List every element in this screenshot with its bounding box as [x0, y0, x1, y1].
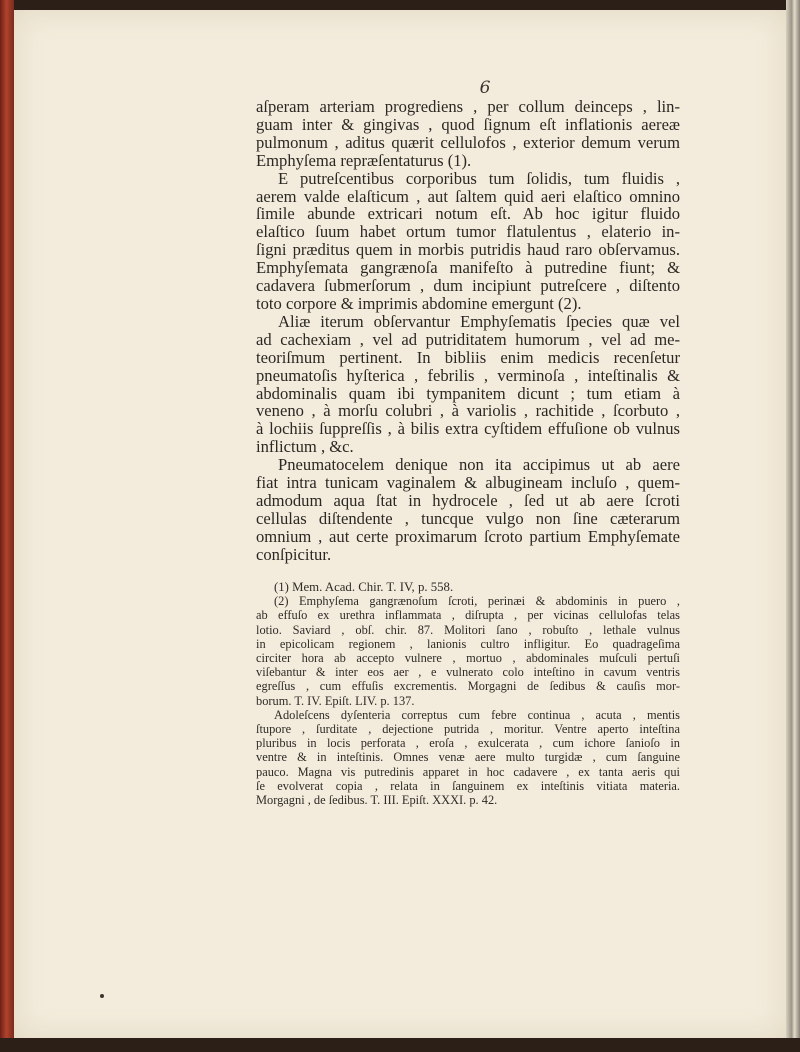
book-spine-edge — [0, 0, 14, 1052]
footnote-line: ab effuſo ex urethra inflammata , diſrupta , per vicinas cellulofas telas — [256, 608, 680, 623]
text-line: abdominalis quam ibi tympanitem dicunt ; tum etiam à — [256, 383, 680, 403]
footnote-line: borum. T. IV. Epiſt. LIV. p. 137. — [256, 693, 415, 708]
footnote-paragraph: Adoleſcens dyſenteria correptus cum febre continua , acuta , mentis — [274, 707, 680, 722]
page-stack-edge — [786, 0, 800, 1052]
text-line: inflictum , &c. — [256, 437, 354, 457]
footnotes — [256, 580, 680, 807]
text-line: pneumatoſis hyſterica , febrilis , verminoſa , inteſtinalis & — [256, 365, 680, 385]
text-line: aerem valde elaſticum , aut ſaltem quid aeri elaſtico omnino — [256, 186, 680, 206]
footnote-line: lotio. Saviard , obſ. chir. 87. Molitori ſano , robuſto , lethale vulnus — [256, 622, 680, 637]
paragraph-start: Aliæ iterum obſervantur Emphyſematis ſpecies quæ vel — [278, 311, 680, 331]
text-line: ad cachexiam , vel ad putriditatem humorum , vel ad me- — [256, 329, 680, 349]
text-line: cellulas diſtendente , tuncque vulgo non ſine cæterarum — [256, 508, 680, 528]
footnote-line: egreſſus , cum effuſis excrementis. Morgagni de ſedibus & cauſis mor- — [256, 679, 680, 694]
ink-speck — [100, 994, 104, 998]
footnote-line: Morgagni , de ſedibus. T. III. Epiſt. XXXI. p. 42. — [256, 793, 498, 808]
footnote-line: ſe evolverat copia , relata in ſanguinem ex inteſtinis vitiata materia. — [256, 778, 680, 793]
footnote-line: viſebantur & inter eos aer , e vulnerato colo inteſtino in cavum ventris — [256, 665, 680, 680]
bottom-edge — [0, 1038, 800, 1052]
main-text — [256, 98, 680, 564]
text-line: conſpicitur. — [256, 544, 332, 564]
footnote-line: pluribus in locis perforata , eroſa , exulcerata , cum ichore ſanioſo in — [256, 736, 680, 751]
text-line: admodum aqua ſtat in hydrocele , ſed ut ab aere ſcroti — [256, 490, 680, 510]
paragraph-start: E putreſcentibus corporibus tum ſolidis, tum fluidis , — [278, 168, 680, 188]
footnote-line: ſtupore , ſurditate , dejectione putrida , moritur. Ventre aperto inteſtina — [256, 722, 680, 737]
text-line: omnium , aut certe proximarum ſcroto partium Emphyſemate — [256, 526, 680, 546]
text-line: Emphyſema repræſentaturus (1). — [256, 150, 472, 170]
text-line: elaſtico ſuum habet ortum tumor flatulentus , elaterio in- — [256, 222, 680, 242]
footnote-line: ventre & in inteſtinis. Omnes venæ aere multo turgidæ , cum ſanguine — [256, 750, 680, 765]
text-line: veneno , à morſu colubri , à variolis , rachitide , ſcorbuto , — [256, 401, 680, 421]
text-line: toto corpore & imprimis abdomine emergunt (2). — [256, 293, 582, 313]
footnote-2: (2) Emphyſema gangrænoſum ſcroti, perinæi & abdominis in puero , — [274, 594, 680, 609]
footnote-1: (1) Mem. Acad. Chir. T. IV, p. 558. — [274, 580, 454, 594]
footnote-line: pauco. Magna vis putredinis apparet in hoc cadavere , ex tanta aeris qui — [256, 764, 680, 779]
text-line: cadavera ſubmerſorum , dum incipiunt putreſcere , diſtento — [256, 276, 680, 296]
top-edge — [0, 0, 800, 10]
text-line: aſperam arteriam progrediens , per collum deinceps , lin- — [256, 97, 680, 116]
footnote-line: circiter hora ab accepto vulnere , mortuo , abdominales muſculi pertuſi — [256, 651, 680, 666]
text-line: guam inter & gingivas , quod ſignum eſt inflationis aereæ — [256, 114, 680, 134]
footnote-line: in epicolicam regionem , lanionis cultro infligitur. Eo quadrageſima — [256, 636, 680, 651]
paragraph-start: Pneumatocelem denique non ita accipimus ut ab aere — [278, 455, 680, 475]
text-line: ſimile abunde extricari notum eſt. Ab hoc igitur fluido — [256, 204, 680, 224]
text-line: Emphyſemata gangrænoſa manifeſto à putredine fiunt; & — [256, 258, 680, 278]
text-line: pulmonum , aditus quærit cellulofos , exterior demum verum — [256, 132, 680, 152]
text-line: ſigni præditus quem in morbis putridis haud raro obſervamus. — [256, 240, 680, 260]
text-line: à lochiis ſuppreſſis , à bilis extra cyſtidem effuſione ob vulnus — [256, 419, 680, 439]
text-line: teoriſmum pertinent. In bibliis enim medicis recenſetur — [256, 347, 680, 367]
page-number: 6 — [479, 78, 491, 98]
text-line: fiat intra tunicam vaginalem & albugineam incluſo , quem- — [256, 473, 680, 493]
